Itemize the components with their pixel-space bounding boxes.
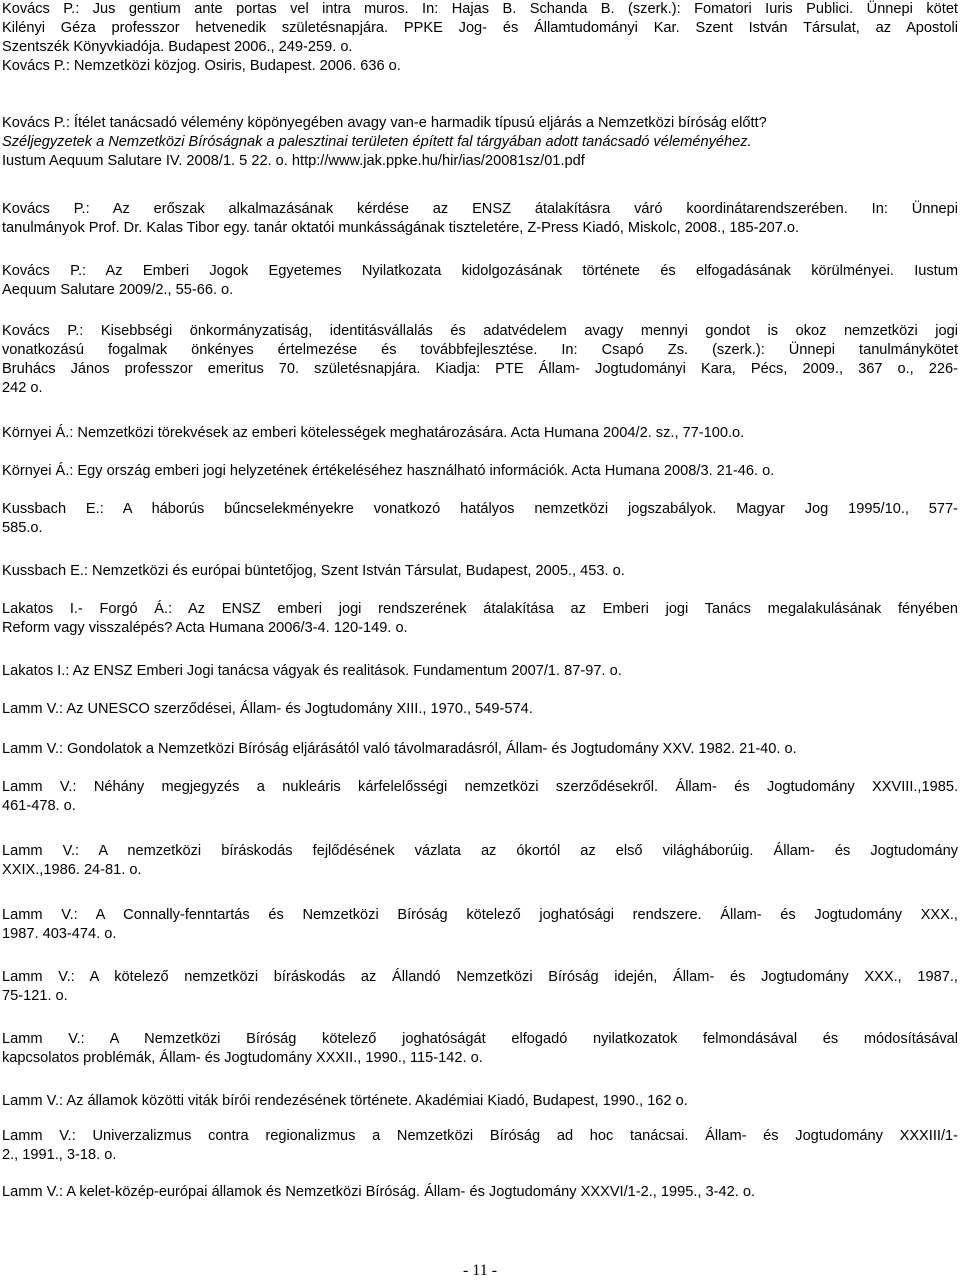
reference-entry [2, 500, 958, 538]
reference-entry [2, 262, 958, 300]
reference-entry [2, 562, 958, 581]
reference-entry [2, 114, 958, 171]
reference-line: Környei Á.: Egy ország emberi jogi helyzetének értékeléséhez használható információk. Acta Humana 2008/3. 21-46. o. [2, 463, 775, 479]
reference-entry [2, 424, 958, 443]
reference-line: 75-121. o. [2, 988, 68, 1004]
reference-line: Lamm V.: Gondolatok a Nemzetközi Bíróság eljárásától való távolmaradásról, Állam- és Jogtudomány XXV. 1982. 21-40. o. [2, 741, 797, 757]
reference-line: tanulmányok Prof. Dr. Kalas Tibor egy. tanár oktatói munkásságának tiszteletére, Z-Press Kiadó, Miskolc, 2008., 185-207.o. [2, 220, 800, 236]
reference-line: Lakatos I.: Az ENSZ Emberi Jogi tanácsa vágyak és realitások. Fundamentum 2007/1. 87-97. o. [2, 663, 622, 679]
reference-entry [2, 322, 958, 398]
reference-entry [2, 700, 958, 719]
reference-entry [2, 778, 958, 816]
reference-line: Széljegyzetek a Nemzetközi Bíróságnak a palesztinai területen épített fal tárgyában adott tanácsadó véleményéhez. [2, 134, 752, 150]
reference-entry [2, 968, 958, 1006]
reference-line: Szentszék Könyvkiadója. Budapest 2006., 249-259. o. [2, 39, 353, 55]
reference-line: Kovács P.: Jus gentium ante portas vel intra muros. In: Hajas B. Schanda B. (szerk.): Fomatori Iuris Publici. Ünnepi kötet [2, 1, 958, 17]
reference-line: Kussbach E.: Nemzetközi és európai büntetőjog, Szent István Társulat, Budapest, 2005., 453. o. [2, 563, 625, 579]
reference-entry [2, 842, 958, 880]
reference-entry [2, 200, 958, 238]
reference-entry [2, 462, 958, 481]
reference-line: Lamm V.: Univerzalizmus contra regionalizmus a Nemzetközi Bíróság ad hoc tanácsai. Állam- és Jogtudomány XXXIII/1- [2, 1128, 958, 1144]
reference-line: Kovács P.: Az Emberi Jogok Egyetemes Nyilatkozata kidolgozásának története és elfogadásának körülményei. Iustum [2, 263, 958, 279]
reference-line: 461-478. o. [2, 798, 76, 814]
reference-entry [2, 600, 958, 638]
reference-entry [2, 1127, 958, 1165]
reference-line: Iustum Aequum Salutare IV. 2008/1. 5 22. o. http://www.jak.ppke.hu/hir/ias/20081sz/01.pdf [2, 153, 585, 169]
reference-line: vonatkozású fogalmak önkényes értelmezése és továbbfejlesztése. In: Csapó Zs. (szerk.): Ünnepi tanulmánykötet [2, 342, 958, 358]
reference-line: Kovács P.: Az erőszak alkalmazásának kérdése az ENSZ átalakításra váró koordinátarendszerében. In: Ünnepi [2, 201, 958, 217]
reference-line: Kovács P.: Kisebbségi önkormányzatiság, identitásvállalás és adatvédelem avagy mennyi gondot is okoz nemzetközi jogi [2, 323, 958, 339]
reference-entry [2, 57, 958, 76]
reference-line: Kovács P.: Nemzetközi közjog. Osiris, Budapest. 2006. 636 o. [2, 58, 401, 74]
reference-line: Bruhács János professzor emeritus 70. születésnapjára. Kiadja: PTE Állam- Jogtudományi Kara, Pécs, 2009., 367 o., 226- [2, 361, 958, 377]
reference-entry [2, 0, 958, 57]
reference-entry [2, 906, 958, 944]
reference-line: Lamm V.: A nemzetközi bíráskodás fejlődésének vázlata az ókortól az első világháborúig. Állam- és Jogtudomány [2, 843, 958, 859]
reference-line: Környei Á.: Nemzetközi törekvések az emberi kötelességek meghatározására. Acta Humana 2004/2. sz., 77-100.o. [2, 425, 745, 441]
reference-line: Kovács P.: Ítélet tanácsadó vélemény köpönyegében avagy van-e harmadik típusú eljárás a Nemzetközi bíróság előtt? [2, 115, 767, 131]
reference-line: kapcsolatos problémák, Állam- és Jogtudomány XXXII., 1990., 115-142. o. [2, 1050, 483, 1066]
reference-line: Lamm V.: A Connally-fenntartás és Nemzetközi Bíróság kötelező joghatósági rendszere. Állam- és Jogtudomány XXX., [2, 907, 958, 923]
reference-line: 585.o. [2, 520, 43, 536]
reference-entry [2, 662, 958, 681]
reference-line: 242 o. [2, 380, 43, 396]
reference-line: Lakatos I.- Forgó Á.: Az ENSZ emberi jogi rendszerének átalakítása az Emberi jogi Tanács megalakulásának fényében [2, 601, 958, 617]
reference-entry [2, 1183, 958, 1202]
reference-entry [2, 1092, 958, 1111]
reference-line: Reform vagy visszalépés? Acta Humana 2006/3-4. 120-149. o. [2, 620, 408, 636]
reference-line: Lamm V.: Az UNESCO szerződései, Állam- és Jogtudomány XIII., 1970., 549-574. [2, 701, 533, 717]
reference-line: 1987. 403-474. o. [2, 926, 117, 942]
reference-line: Lamm V.: A kelet-közép-európai államok és Nemzetközi Bíróság. Állam- és Jogtudomány XXXVI/1-2., 1995., 3-42. o. [2, 1184, 756, 1200]
reference-line: Lamm V.: A Nemzetközi Bíróság kötelező joghatóságát elfogadó nyilatkozatok felmondásával és módosításával [2, 1031, 958, 1047]
reference-line: 2., 1991., 3-18. o. [2, 1147, 117, 1163]
reference-line: Kussbach E.: A háborús bűncselekményekre vonatkozó hatályos nemzetközi jogszabályok. Magyar Jog 1995/10., 577- [2, 501, 958, 517]
reference-line: Aequum Salutare 2009/2., 55-66. o. [2, 282, 234, 298]
page-number: - 11 - [462, 1262, 498, 1279]
reference-entry [2, 740, 958, 759]
reference-line: Lamm V.: A kötelező nemzetközi bíráskodás az Állandó Nemzetközi Bíróság idején, Állam- és Jogtudomány XXX., 1987., [2, 969, 958, 985]
reference-line: Lamm V.: Az államok közötti viták bírói rendezésének története. Akadémiai Kiadó, Budapest, 1990., 162 o. [2, 1093, 688, 1109]
reference-entry [2, 1030, 958, 1068]
reference-line: XXIX.,1986. 24-81. o. [2, 862, 142, 878]
reference-line: Lamm V.: Néhány megjegyzés a nukleáris kárfelelősségi nemzetközi szerződésekről. Állam- és Jogtudomány XXVIII.,1985. [2, 779, 958, 795]
reference-line: Kilényi Géza professzor hetvenedik születésnapjára. PPKE Jog- és Államtudományi Kar. Szent István Társulat, az Apostoli [2, 20, 958, 36]
